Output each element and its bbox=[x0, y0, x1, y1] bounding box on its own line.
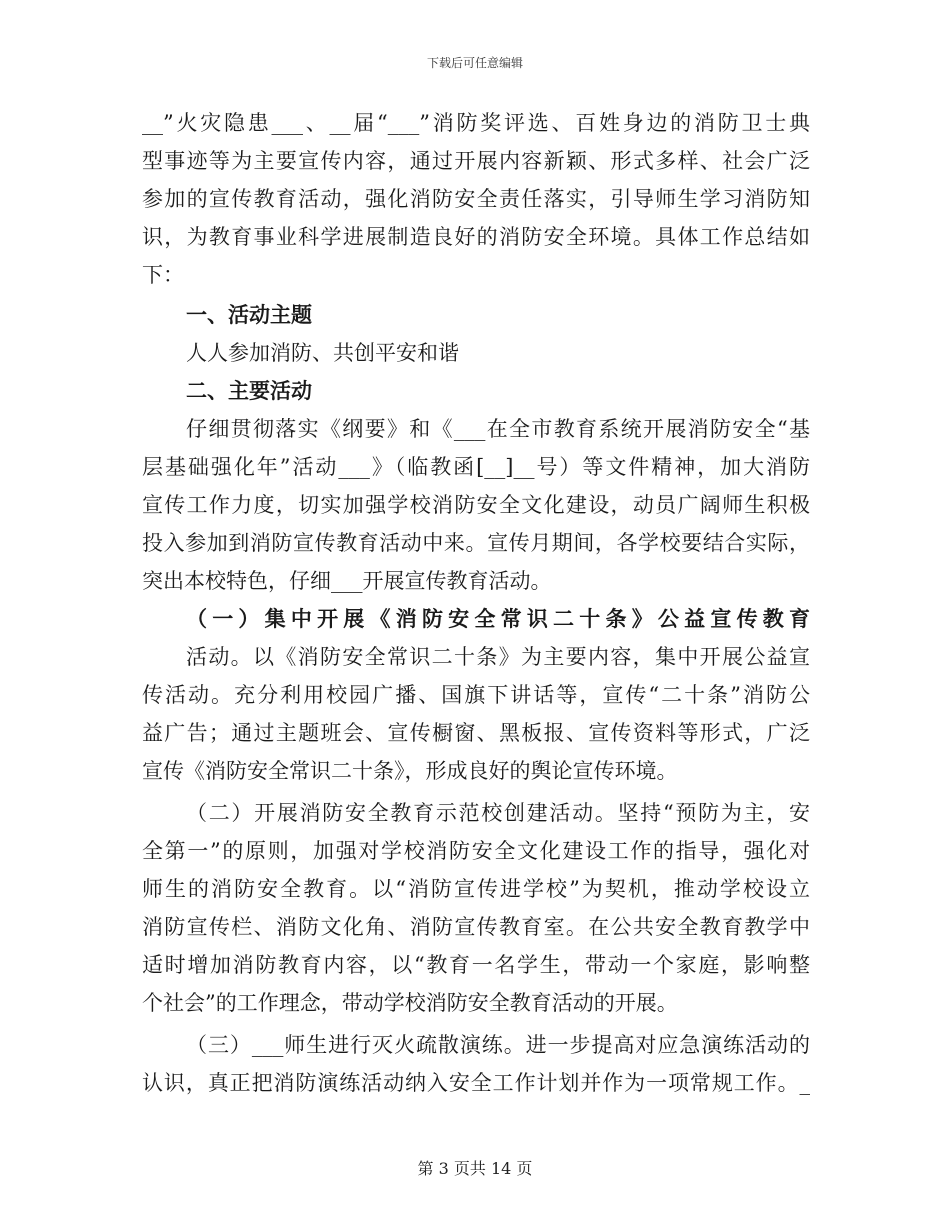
paragraph-line: 消防宣传栏、消防文化角、消防宣传教育室。在公共安全教育教学中 bbox=[142, 915, 810, 939]
paragraph-line: 全第一”的原则，加强对学校消防安全文化建设工作的指导，强化对 bbox=[142, 839, 810, 863]
paragraph-line: 师生的消防安全教育。以“消防宣传进学校”为契机，推动学校设立 bbox=[142, 877, 810, 901]
paragraph-line: 适时增加消防教育内容，以“教育一名学生，带动一个家庭，影响整 bbox=[142, 953, 810, 977]
paragraph-line: 宣传《消防安全常识二十条》，形成良好的舆论宣传环境。 bbox=[142, 759, 678, 783]
paragraph-line: 识，为教育事业科学进展制造良好的消防安全环境。具体工作总结如 bbox=[142, 225, 810, 249]
paragraph-line: 型事迹等为主要宣传内容，通过开展内容新颖、形式多样、社会广泛 bbox=[142, 149, 810, 173]
paragraph-line: （二）开展消防安全教育示范校创建活动。坚持“预防为主，安 bbox=[186, 801, 810, 825]
paragraph-line: 益广告；通过主题班会、宣传橱窗、黑板报、宣传资料等形式，广泛 bbox=[142, 721, 810, 745]
section-text: 人人参加消防、共创平安和谐 bbox=[186, 341, 459, 365]
subsection-heading: （一）集中开展《消防安全常识二十条》公益宣传教育 bbox=[186, 606, 810, 631]
document-body bbox=[142, 104, 810, 1102]
page-header: 下载后可任意编辑 bbox=[426, 56, 523, 70]
paragraph-line: 参加的宣传教育活动，强化消防安全责任落实，引导师生学习消防知 bbox=[142, 187, 810, 211]
paragraph-line: 传活动。充分利用校园广播、国旗下讲话等，宣传“二十条”消防公 bbox=[142, 683, 810, 707]
paragraph-line: 仔细贯彻落实《纲要》和《___在全市教育系统开展消防安全“基 bbox=[186, 417, 810, 441]
paragraph-line: 突出本校特色，仔细___开展宣传教育活动。 bbox=[142, 569, 552, 593]
paragraph-line: 活动。以《消防安全常识二十条》为主要内容，集中开展公益宣 bbox=[186, 645, 810, 669]
paragraph-line: 认识，真正把消防演练活动纳入安全工作计划并作为一项常规工作。_ bbox=[142, 1071, 810, 1095]
paragraph-line: 个社会”的工作理念，带动学校消防安全教育活动的开展。 bbox=[142, 991, 678, 1015]
paragraph-line: __”火灾隐患___、__届“___”消防奖评选、百姓身边的消防卫士典 bbox=[142, 111, 810, 135]
paragraph-line: 宣传工作力度，切实加强学校消防安全文化建设，动员广阔师生积极 bbox=[142, 493, 810, 517]
paragraph-line: 层基础强化年”活动___》（临教函[__]__号）等文件精神，加大消防 bbox=[142, 455, 810, 479]
paragraph-line: 下： bbox=[142, 263, 184, 287]
paragraph-line: （三）___师生进行灭火疏散演练。进一步提高对应急演练活动的 bbox=[186, 1033, 810, 1057]
paragraph-line: 投入参加到消防宣传教育活动中来。宣传月期间，各学校要结合实际， bbox=[142, 531, 810, 555]
page-number: 第 3 页共 14 页 bbox=[417, 1159, 533, 1178]
section-heading: 二、主要活动 bbox=[186, 378, 312, 403]
section-heading: 一、活动主题 bbox=[186, 302, 312, 327]
